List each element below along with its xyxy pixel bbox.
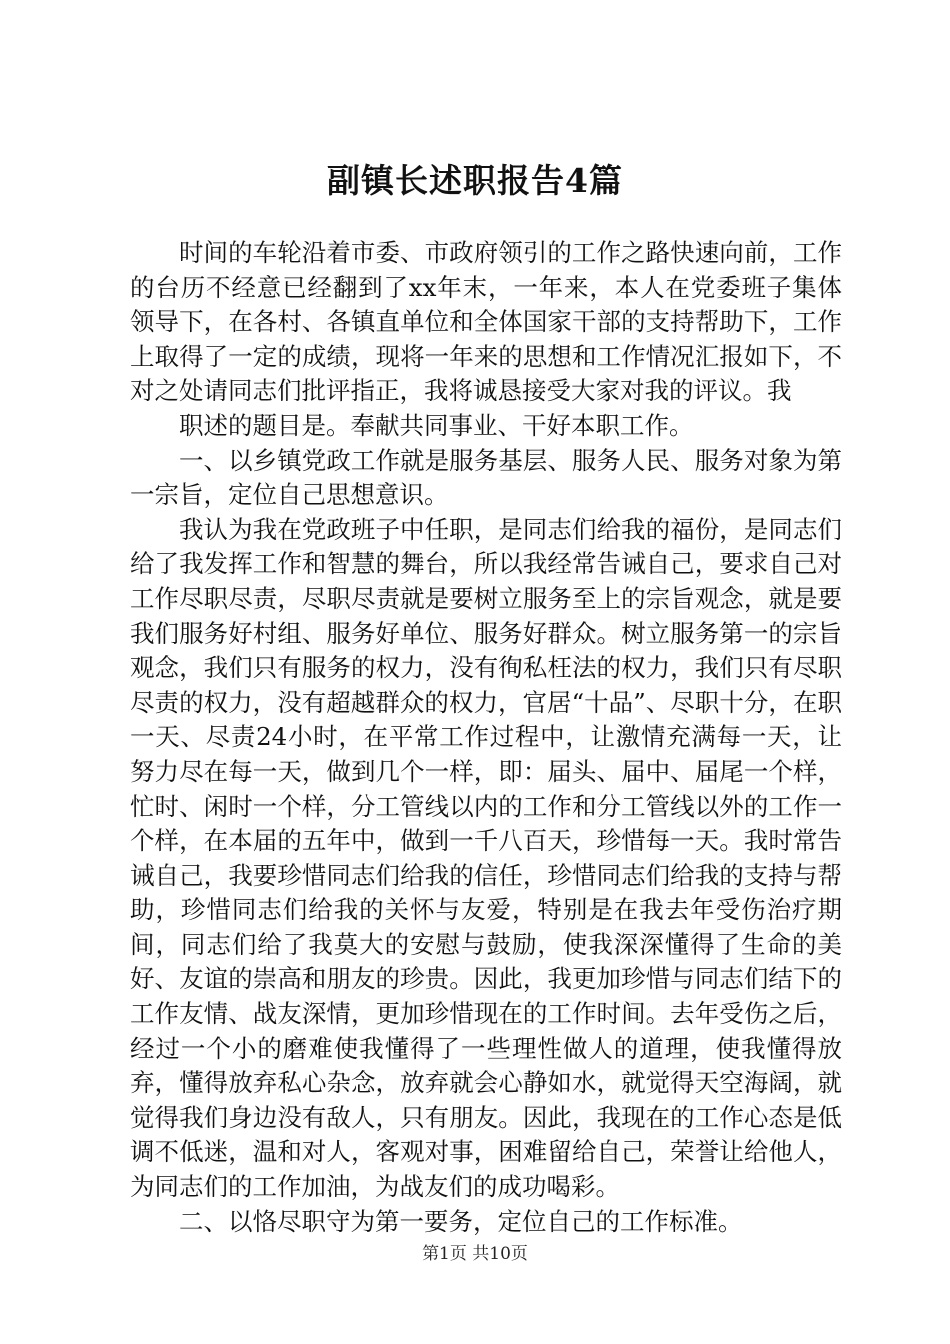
section-heading-2: 二、以恪尽职守为第一要务，定位自己的工作标准。: [179, 1206, 743, 1236]
paragraph-section-1-body: 我认为我在党政班子中任职，是同志们给我的福份，是同志们给了我发挥工作和智慧的舞台，所以我经常告诫自己，要求自己对工作尽职尽责，尽职尽责就是要树立服务至上的宗旨观念，就是要我们服务好村组、服务好单位、服务好群众。树立服务第一的宗旨观念，我们只有服务的权力，没有徇私枉法的权力，我们只有尽职尽责的权力，没有超越群众的权力，官居“十品”、尽职十分，在职一天、尽责24小时，在平常工作过程中，让激情充满每一天，让努力尽在每一天，做到几个一样，即：届头、届中、届尾一个样，忙时、闲时一个样，分工管线以内的工作和分工管线以外的工作一个样，在本届的五年中，做到一千八百天，珍惜每一天。我时常告诫自己，我要珍惜同志们给我的信任，珍惜同志们给我的支持与帮助，珍惜同志们给我的关怀与友爱，特别是在我去年受伤治疗期间，同志们给了我莫大的安慰与鼓励，使我深深懂得了生命的美好、友谊的崇高和朋友的珍贵。因此，我更加珍惜与同志们结下的工作友情、战友深情，更加珍惜现在的工作时间。去年受伤之后，经过一个小的磨难使我懂得了一些理性做人的道理，使我懂得放弃，懂得放弃私心杂念，放弃就会心静如水，就觉得天空海阔，就觉得我们身边没有敌人，只有朋友。因此，我现在的工作心态是低调不低迷，温和对人，客观对事，困难留给自己，荣誉让给他人，为同志们的工作加油，为战友们的成功喝彩。: [130, 514, 842, 1202]
paragraph-intro: 时间的车轮沿着市委、市政府领引的工作之路快速向前，工作的台历不经意已经翻到了xx年末，一年来，本人在党委班子集体领导下，在各村、各镇直单位和全体国家干部的支持帮助下，工作上取得了一定的成绩，现将一年来的思想和工作情况汇报如下，不对之处请同志们批评指正，我将诚恳接受大家对我的评议。我: [130, 238, 842, 406]
document-title: 副镇长述职报告4篇: [327, 161, 623, 200]
document-body: [130, 236, 842, 1239]
page-number-footer: 第1页 共10页: [422, 1244, 528, 1264]
paragraph-topic: 职述的题目是。奉献共同事业、干好本职工作。: [179, 410, 694, 440]
section-heading-1: 一、以乡镇党政工作就是服务基层、服务人民、服务对象为第一宗旨，定位自己思想意识。: [130, 445, 842, 510]
